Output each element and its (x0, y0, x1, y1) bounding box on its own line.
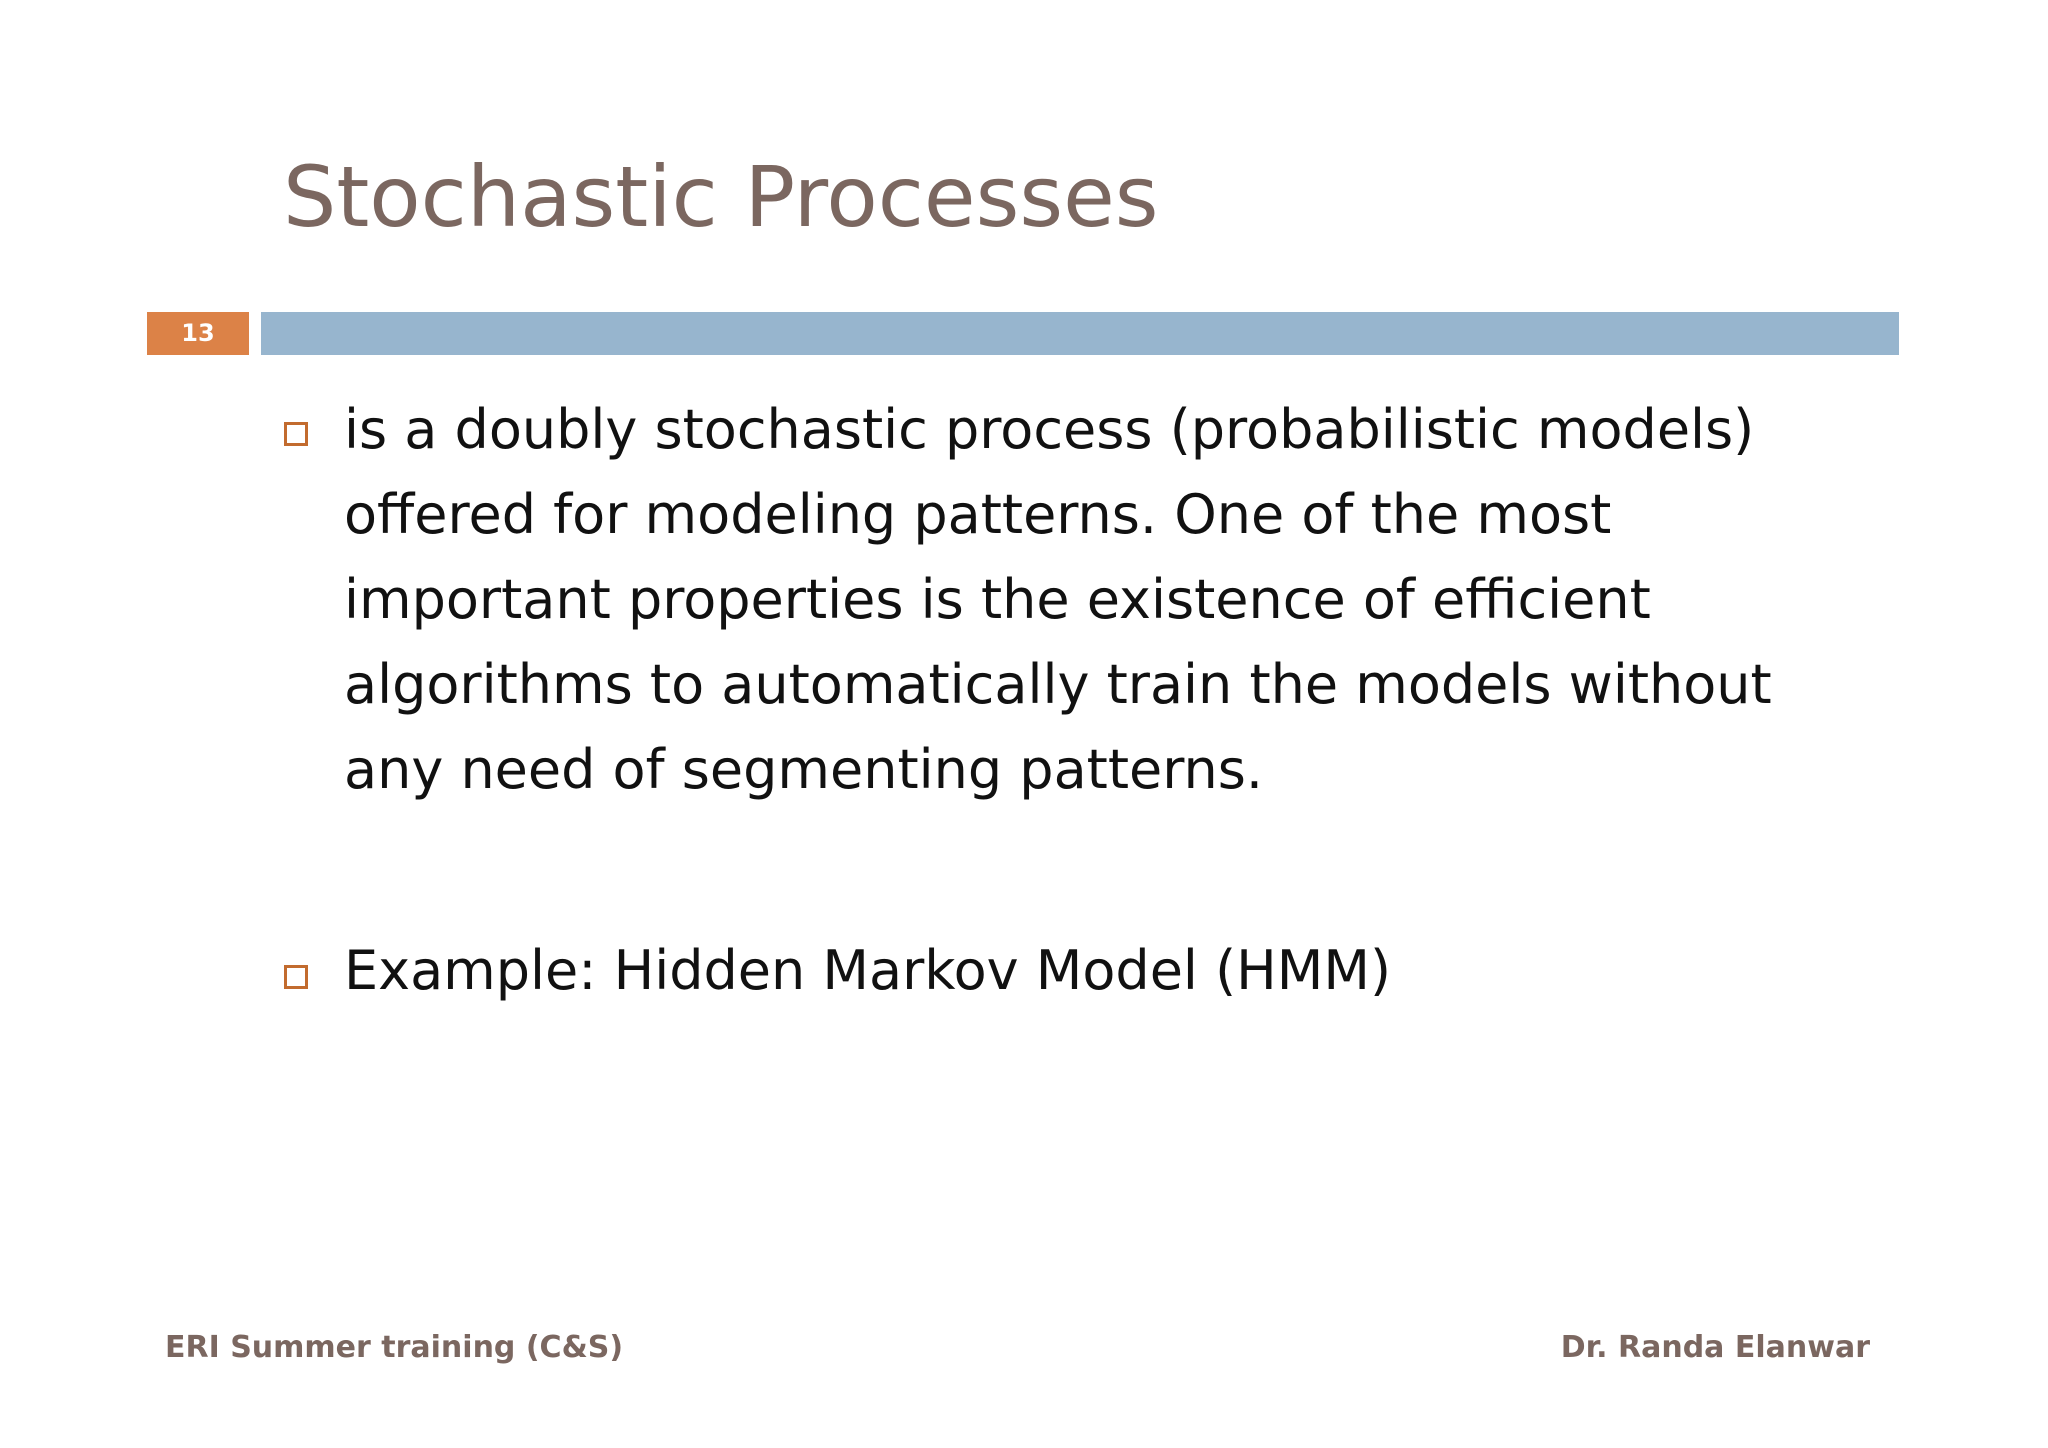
bullet-line: offered for modeling patterns. One of the most (344, 483, 1612, 546)
square-bullet-icon (284, 965, 308, 989)
bullet-line: Example: Hidden Markov Model (HMM) (344, 939, 1392, 1002)
footer-author: Dr. Randa Elanwar (1560, 1330, 1870, 1365)
bullet-line: important properties is the existence of efficient (344, 568, 1651, 631)
bullet-line: algorithms to automatically train the models without (344, 653, 1772, 716)
bullet-line: any need of segmenting patterns. (344, 738, 1264, 801)
slide-title: Stochastic Processes (283, 148, 1159, 246)
footer-course: ERI Summer training (C&S) (165, 1330, 624, 1365)
slide-number-badge: 13 (147, 312, 249, 355)
bullet-text (344, 387, 1804, 812)
title-underline-bar (261, 312, 1899, 355)
bullet-line: is a doubly stochastic process (probabilistic models) (344, 398, 1755, 461)
square-bullet-icon (284, 422, 308, 446)
bullet-text (344, 928, 1804, 1013)
